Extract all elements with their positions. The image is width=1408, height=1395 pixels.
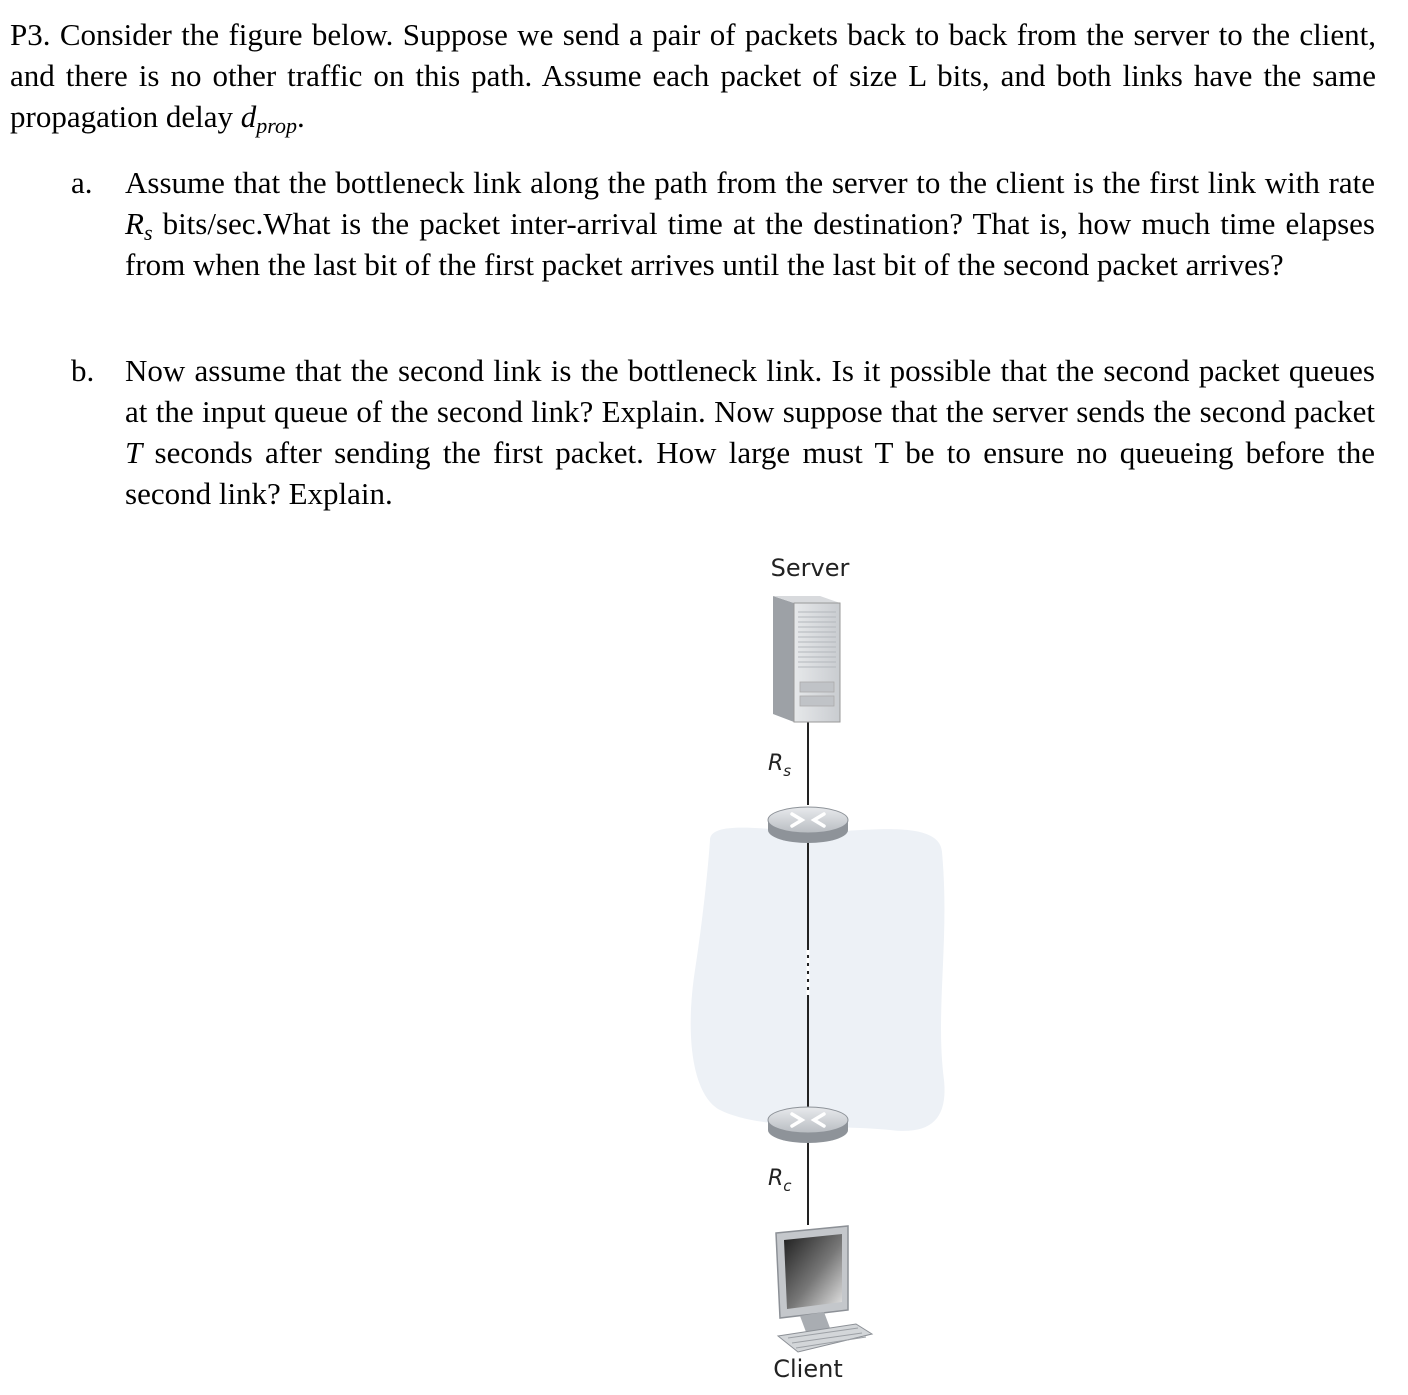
part-a <box>71 162 1377 332</box>
rs-symbol: $R_s$ <box>125 206 153 245</box>
part-a-text: Assume that the bottleneck link along the path from the server to the client is the first link with rate $R_s$ bits/sec.What is the packet inter-arrival time at the destination? That is, how much time elapses from when the last bit of the first packet arrives until the last bit of the second packet arrives? <box>125 165 1375 282</box>
link-1-rate-label: $R_s$ <box>768 751 792 780</box>
part-b <box>71 350 1377 520</box>
network-cloud <box>691 828 945 1131</box>
problem-intro: P3. Consider the figure below. Suppose we send a pair of packets back to back from the server to the client, and there is no other traffic on this path. Assume each packet of size L bits, and both links have the same propagation delay $d_{prop}$. <box>10 17 1376 138</box>
router-2-icon <box>768 1107 848 1143</box>
part-b-marker: b. <box>71 353 95 388</box>
t-symbol: T <box>125 435 143 470</box>
part-b-text: Now assume that the second link is the bottleneck link. Is it possible that the second packet queues at the input queue of the second link? Explain. Now suppose that the server sends the second packet T seconds after sending the first packet. How large must T be to ensure no queueing before the second link? Explain. <box>125 353 1375 511</box>
dprop-symbol: $d_{prop}$ <box>240 99 297 138</box>
server-icon <box>773 596 840 722</box>
link-2-rate-label: $R_c$ <box>768 1166 792 1195</box>
client-label: Client <box>773 1355 843 1383</box>
client-computer-icon <box>776 1226 872 1352</box>
problem-intro-text: P3. Consider the figure below. Suppose we send a pair of packets back to back from the server to the client, and there is no other traffic on this path. Assume each packet of size L bits, and both links have the same propagation delay <box>10 17 1376 134</box>
network-figure <box>660 540 980 1390</box>
part-a-marker: a. <box>71 165 93 200</box>
server-label: Server <box>770 554 850 582</box>
router-1-icon <box>768 807 848 843</box>
